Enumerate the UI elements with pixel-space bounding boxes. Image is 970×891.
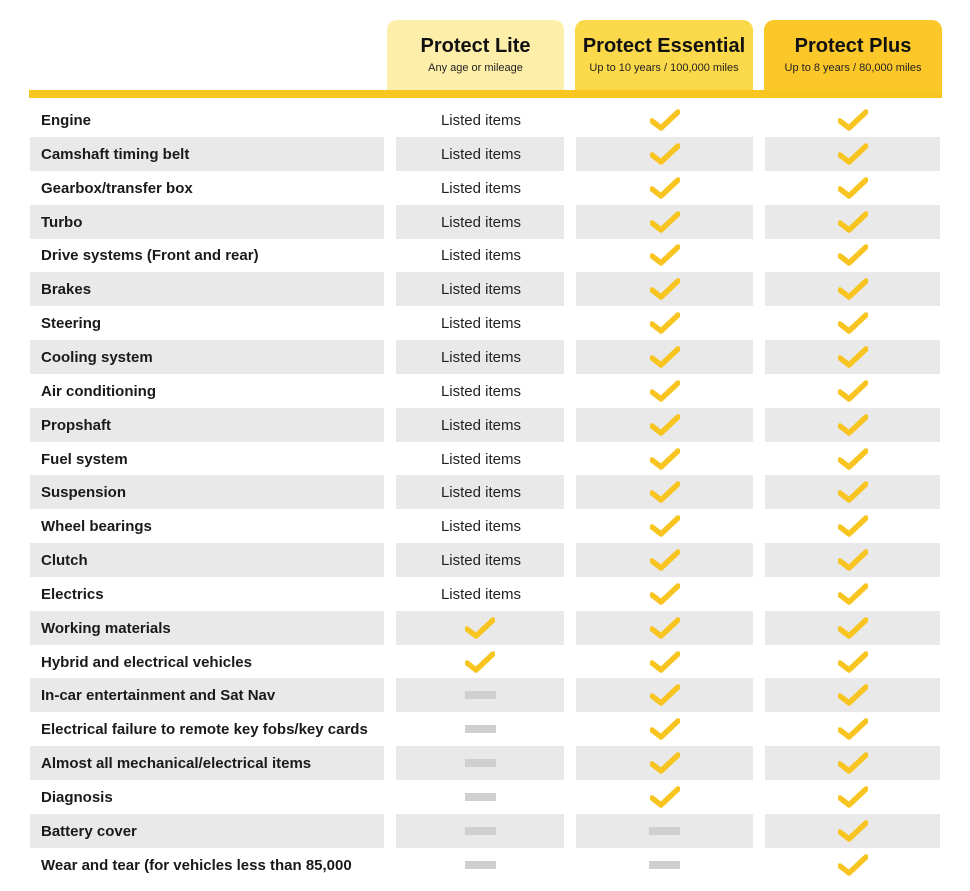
cell-text: Listed items [440, 416, 522, 434]
checkmark-icon [650, 651, 680, 673]
plan-header-essential [575, 20, 753, 90]
checkmark-icon [838, 820, 868, 842]
cell-plus [765, 678, 940, 712]
header-divider [29, 90, 942, 98]
cell-lite [396, 645, 564, 679]
feature-label: In-car entertainment and Sat Nav [30, 678, 384, 712]
cell-text: Listed items [440, 314, 522, 332]
cell-lite [396, 238, 564, 272]
cell-essential [576, 306, 753, 340]
checkmark-icon [838, 312, 868, 334]
dash-icon [649, 827, 680, 835]
cell-essential [576, 137, 753, 171]
table-row [0, 340, 970, 374]
checkmark-icon [838, 143, 868, 165]
cell-essential [576, 442, 753, 476]
checkmark-icon [650, 786, 680, 808]
checkmark-icon [838, 684, 868, 706]
checkmark-icon [838, 583, 868, 605]
checkmark-icon [650, 109, 680, 131]
feature-label: Working materials [30, 611, 384, 645]
cell-essential [576, 272, 753, 306]
dash-icon [465, 827, 496, 835]
feature-label: Hybrid and electrical vehicles [41, 653, 252, 671]
cell-lite [396, 543, 564, 577]
table-row [0, 272, 970, 306]
feature-label: Cooling system [30, 340, 384, 374]
cell-essential [576, 171, 753, 205]
feature-label: Engine [41, 111, 92, 129]
plan-header-plus [764, 20, 942, 90]
checkmark-icon [838, 346, 868, 368]
cell-plus [765, 611, 940, 645]
feature-label: Brakes [30, 272, 384, 306]
cell-plus [765, 340, 940, 374]
plan-name: Protect Essential [582, 35, 746, 57]
cell-lite [396, 374, 564, 408]
feature-label: Wheel bearings [41, 517, 152, 535]
table-row [0, 543, 970, 577]
feature-label: Electrics [41, 585, 104, 603]
feature-label: Camshaft timing belt [30, 137, 384, 171]
cell-text: Listed items [440, 246, 522, 264]
table-row [0, 780, 970, 814]
cell-essential [576, 238, 753, 272]
cell-text: Listed items [440, 382, 522, 400]
cell-essential [576, 205, 753, 239]
checkmark-icon [838, 752, 868, 774]
dash-icon [649, 861, 680, 869]
checkmark-icon [838, 854, 868, 876]
checkmark-icon [838, 414, 868, 436]
checkmark-icon [650, 481, 680, 503]
table-row [0, 712, 970, 746]
dash-icon [465, 691, 496, 699]
plan-subtitle: Any age or mileage [428, 62, 523, 74]
checkmark-icon [838, 481, 868, 503]
cell-lite [396, 408, 564, 442]
feature-label: Gearbox/transfer box [41, 179, 193, 197]
cell-essential [576, 103, 753, 137]
cell-text: Listed items [440, 551, 522, 569]
checkmark-icon [838, 617, 868, 639]
dash-icon [465, 793, 496, 801]
checkmark-icon [650, 278, 680, 300]
plan-subtitle: Up to 10 years / 100,000 miles [589, 62, 739, 74]
table-row [0, 746, 970, 780]
table-row [0, 475, 970, 509]
cell-text: Listed items [440, 517, 522, 535]
cell-essential [576, 408, 753, 442]
feature-label: Almost all mechanical/electrical items [30, 746, 384, 780]
cell-essential [576, 814, 753, 848]
cell-lite [396, 814, 564, 848]
cell-plus [765, 103, 940, 137]
cell-plus [765, 306, 940, 340]
cell-plus [765, 238, 940, 272]
cell-lite [396, 611, 564, 645]
cell-plus [765, 814, 940, 848]
cell-text: Listed items [440, 348, 522, 366]
checkmark-icon [650, 583, 680, 605]
cell-text: Listed items [440, 179, 522, 197]
cell-essential [576, 848, 753, 882]
checkmark-icon [650, 414, 680, 436]
cell-essential [576, 577, 753, 611]
cell-lite [396, 137, 564, 171]
cell-plus [765, 408, 940, 442]
feature-label: Battery cover [30, 814, 384, 848]
cell-text: Listed items [440, 145, 522, 163]
table-row [0, 238, 970, 272]
cell-text: Listed items [440, 213, 522, 231]
cell-text: Listed items [440, 111, 522, 129]
cell-lite [396, 780, 564, 814]
cell-plus [765, 780, 940, 814]
cell-plus [765, 543, 940, 577]
cell-plus [765, 137, 940, 171]
checkmark-icon [650, 718, 680, 740]
dash-icon [465, 759, 496, 767]
cell-essential [576, 678, 753, 712]
table-row [0, 678, 970, 712]
cell-lite [396, 103, 564, 137]
cell-plus [765, 272, 940, 306]
checkmark-icon [838, 278, 868, 300]
cell-lite [396, 340, 564, 374]
cell-essential [576, 374, 753, 408]
feature-label: Steering [41, 314, 102, 332]
cell-plus [765, 509, 940, 543]
cell-plus [765, 577, 940, 611]
plan-subtitle: Up to 8 years / 80,000 miles [784, 62, 922, 74]
cell-plus [765, 746, 940, 780]
table-row [0, 509, 970, 543]
checkmark-icon [465, 617, 495, 639]
checkmark-icon [650, 143, 680, 165]
checkmark-icon [650, 312, 680, 334]
cell-text: Listed items [440, 585, 522, 603]
cell-lite [396, 712, 564, 746]
dash-icon [465, 861, 496, 869]
table-row [0, 577, 970, 611]
cell-lite [396, 171, 564, 205]
checkmark-icon [465, 651, 495, 673]
plan-header-lite [387, 20, 564, 90]
cell-essential [576, 645, 753, 679]
cell-lite [396, 848, 564, 882]
cell-essential [576, 543, 753, 577]
cell-essential [576, 475, 753, 509]
checkmark-icon [838, 211, 868, 233]
checkmark-icon [838, 786, 868, 808]
checkmark-icon [650, 448, 680, 470]
feature-label: Turbo [30, 205, 384, 239]
checkmark-icon [650, 346, 680, 368]
cell-lite [396, 577, 564, 611]
table-row [0, 171, 970, 205]
table-row [0, 442, 970, 476]
table-row [0, 848, 970, 882]
cell-text: Listed items [440, 450, 522, 468]
checkmark-icon [650, 380, 680, 402]
cell-essential [576, 509, 753, 543]
cell-lite [396, 509, 564, 543]
cell-lite [396, 442, 564, 476]
table-row [0, 205, 970, 239]
feature-label: Suspension [30, 475, 384, 509]
checkmark-icon [650, 617, 680, 639]
checkmark-icon [650, 752, 680, 774]
table-row [0, 306, 970, 340]
cell-essential [576, 340, 753, 374]
checkmark-icon [838, 718, 868, 740]
table-row [0, 408, 970, 442]
cell-plus [765, 205, 940, 239]
cell-text: Listed items [440, 483, 522, 501]
checkmark-icon [838, 244, 868, 266]
table-row [0, 611, 970, 645]
checkmark-icon [838, 651, 868, 673]
checkmark-icon [650, 515, 680, 537]
cell-lite [396, 746, 564, 780]
feature-label: Air conditioning [41, 382, 156, 400]
checkmark-icon [838, 109, 868, 131]
table-row [0, 814, 970, 848]
cell-plus [765, 712, 940, 746]
cell-plus [765, 171, 940, 205]
cell-lite [396, 475, 564, 509]
feature-label: Drive systems (Front and rear) [41, 246, 259, 264]
cell-plus [765, 442, 940, 476]
cell-lite [396, 678, 564, 712]
cell-essential [576, 611, 753, 645]
checkmark-icon [838, 515, 868, 537]
table-row [0, 103, 970, 137]
checkmark-icon [650, 684, 680, 706]
cell-essential [576, 712, 753, 746]
feature-label: Clutch [30, 543, 384, 577]
checkmark-icon [838, 549, 868, 571]
table-row [0, 137, 970, 171]
cell-plus [765, 475, 940, 509]
feature-label: Fuel system [41, 450, 128, 468]
cell-plus [765, 374, 940, 408]
cell-text: Listed items [440, 280, 522, 298]
checkmark-icon [650, 177, 680, 199]
dash-icon [465, 725, 496, 733]
cell-essential [576, 746, 753, 780]
cell-essential [576, 780, 753, 814]
checkmark-icon [838, 448, 868, 470]
checkmark-icon [650, 244, 680, 266]
cell-plus [765, 848, 940, 882]
plan-name: Protect Plus [794, 35, 912, 57]
cell-lite [396, 205, 564, 239]
table-row [0, 374, 970, 408]
plan-name: Protect Lite [420, 35, 531, 57]
checkmark-icon [650, 549, 680, 571]
checkmark-icon [650, 211, 680, 233]
cell-lite [396, 272, 564, 306]
feature-label: Electrical failure to remote key fobs/key cards [41, 720, 368, 738]
feature-label: Wear and tear (for vehicles less than 85,000 [41, 856, 352, 874]
feature-label: Propshaft [30, 408, 384, 442]
table-row [0, 645, 970, 679]
cell-lite [396, 306, 564, 340]
feature-label: Diagnosis [41, 788, 113, 806]
cell-plus [765, 645, 940, 679]
checkmark-icon [838, 177, 868, 199]
checkmark-icon [838, 380, 868, 402]
